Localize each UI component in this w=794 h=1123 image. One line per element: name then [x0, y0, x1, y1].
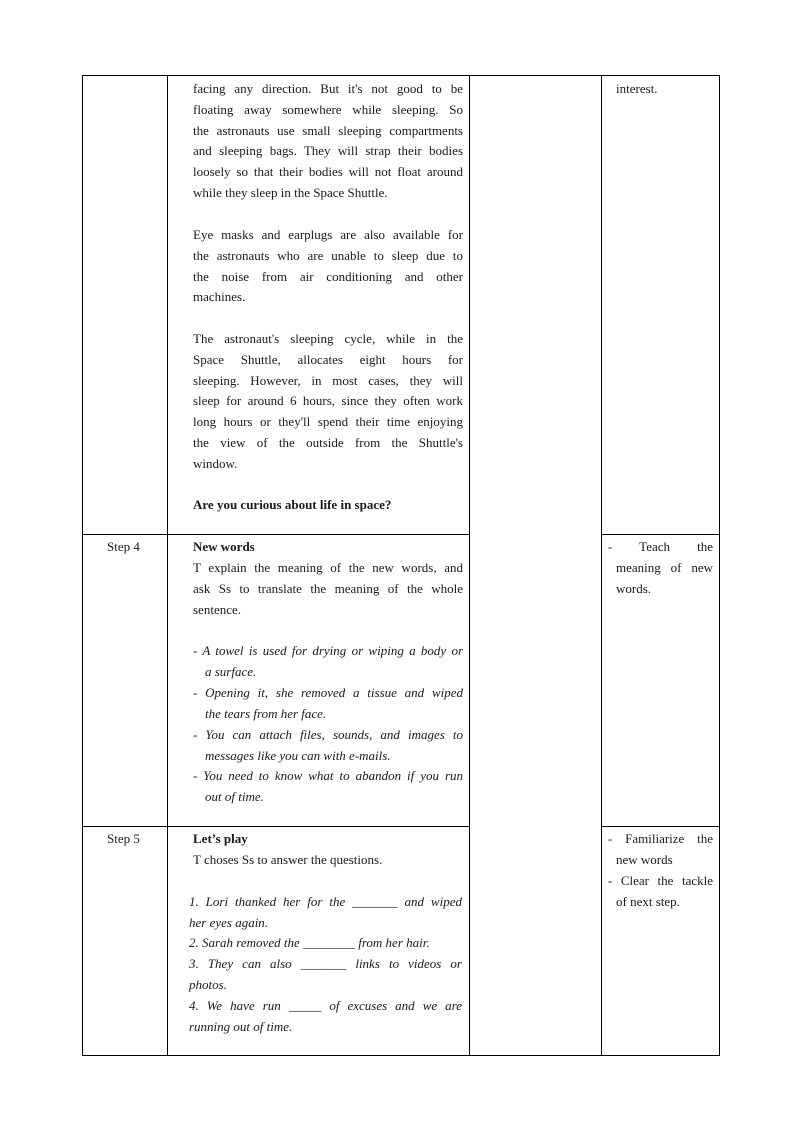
reading-paragraph: Eye masks and earplugs are also available for the astronauts who are unable to sleep due to the noise from air conditioning and other machines. [193, 227, 463, 305]
column-divider [469, 75, 470, 1056]
row-divider [601, 826, 719, 827]
instruction-text: T choses Ss to answer the questions. [193, 852, 383, 867]
aim-text: - Clear the tackle of next step. [608, 873, 713, 909]
row-divider [82, 826, 470, 827]
question-item: 2. Sarah removed the ________ from her hair. [189, 935, 430, 950]
question-item: 1. Lori thanked her for the _______ and wiped her eyes again. [189, 894, 462, 930]
aim-text: - Teach the meaning of new words. [608, 539, 713, 596]
step-label: Step 5 [107, 831, 140, 846]
example-sentence: - You need to know what to abandon if you run out of time. [193, 768, 463, 804]
column-divider [601, 75, 602, 1056]
aim-text: interest. [616, 81, 658, 96]
reading-paragraph: facing any direction. But it's not good to be floating away somewhere while sleeping. So the astronauts use small sleeping compartments and sleeping bags. They will strap their bodies loosely so that their bodies will not float around while they sleep in the Space Shuttle. [193, 81, 463, 200]
step-label: Step 4 [107, 539, 140, 554]
section-title: Let’s play [193, 831, 248, 846]
example-sentence: - You can attach files, sounds, and images to messages like you can with e-mails. [193, 727, 463, 763]
aim-text: - Familiarize the new words [608, 831, 713, 867]
example-sentence: - Opening it, she removed a tissue and wiped the tears from her face. [193, 685, 463, 721]
discussion-question: Are you curious about life in space? [193, 497, 392, 512]
instruction-text: T explain the meaning of the new words, and ask Ss to translate the meaning of the whole sentence. [193, 560, 463, 617]
column-divider [167, 75, 168, 1056]
section-title: New words [193, 539, 255, 554]
example-sentence: - A towel is used for drying or wiping a body or a surface. [193, 643, 463, 679]
question-item: 4. We have run _____ of excuses and we are running out of time. [189, 998, 462, 1034]
row-divider [601, 534, 719, 535]
reading-paragraph: The astronaut's sleeping cycle, while in the Space Shuttle, allocates eight hours for sleeping. However, in most cases, they will sleep for around 6 hours, since they often work long hours or they'll spend their time enjoying the view of the outside from the Shuttle's window. [193, 331, 463, 471]
row-divider [82, 534, 470, 535]
question-item: 3. They can also _______ links to videos or photos. [189, 956, 462, 992]
